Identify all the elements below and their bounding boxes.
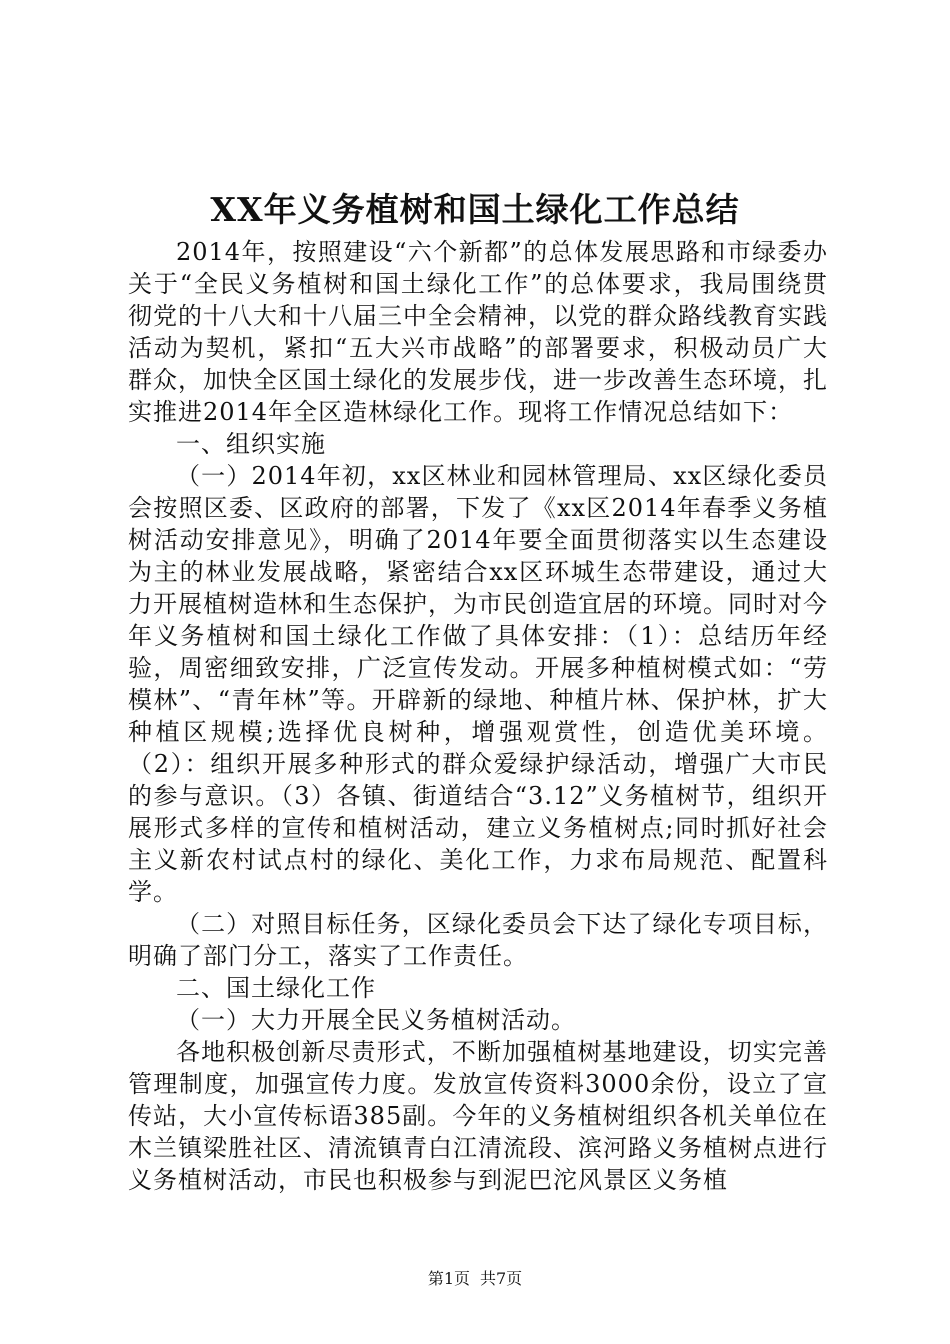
page-number: 第1页	[427, 1269, 470, 1288]
section-heading-greening: 二、国土绿化工作	[176, 974, 376, 1002]
paragraph-organization-1: （一）2014年初，xx区林业和园林管理局、xx区绿化委员会按照区委、区政府的部署，下发了《xx区2014年春季义务植树活动安排意见》，明确了2014年要全面贯彻落实以生态建设为主的林业发展战略，紧密结合xx区环城生态带建设，通过大力开展植树造林和生态保护，为市民创造宜居的环境。同时对今年义务植树和国土绿化工作做了具体安排：（1）：总结历年经验，周密细致安排，广泛宣传发动。开展多种植树模式如：“劳模林”、“青年林”等。开辟新的绿地、种植片林、保护林，扩大种植区规模;选择优良树种，增强观赏性，创造优美环境。（2）：组织开展多种形式的群众爱绿护绿活动，增强广大市民的参与意识。（3）各镇、街道结合“3.12”义务植树节，组织开展形式多样的宣传和植树活动，建立义务植树点;同时抓好社会主义新农村试点村的绿化、美化工作，力求布局规范、配置科学。	[128, 462, 828, 906]
paragraph-planting: 各地积极创新尽责形式，不断加强植树基地建设，切实完善管理制度，加强宣传力度。发放宣传资料3000余份，设立了宣传站，大小宣传标语385副。今年的义务植树组织各机关单位在木兰镇梁胜社区、清流镇青白江清流段、滨河路义务植树点进行义务植树活动，市民也积极参与到泥巴沱风景区义务植	[128, 1038, 828, 1194]
section-heading-organization: 一、组织实施	[176, 430, 326, 458]
document-title: XX年义务植树和国土绿化工作总结	[210, 190, 740, 229]
page-total: 共7页	[480, 1269, 523, 1288]
paragraph-organization-2: （二）对照目标任务，区绿化委员会下达了绿化专项目标，明确了部门分工，落实了工作责任。	[128, 910, 828, 970]
subsection-heading-planting: （一）大力开展全民义务植树活动。	[176, 1006, 576, 1034]
document-body	[128, 236, 828, 1196]
page-footer	[0, 1268, 950, 1290]
paragraph-intro: 2014年，按照建设“六个新都”的总体发展思路和市绿委办关于“全民义务植树和国土绿化工作”的总体要求，我局围绕贯彻党的十八大和十八届三中全会精神，以党的群众路线教育实践活动为契机，紧扣“五大兴市战略”的部署要求，积极动员广大群众，加快全区国土绿化的发展步伐，进一步改善生态环境，扎实推进2014年全区造林绿化工作。现将工作情况总结如下：	[128, 238, 828, 426]
